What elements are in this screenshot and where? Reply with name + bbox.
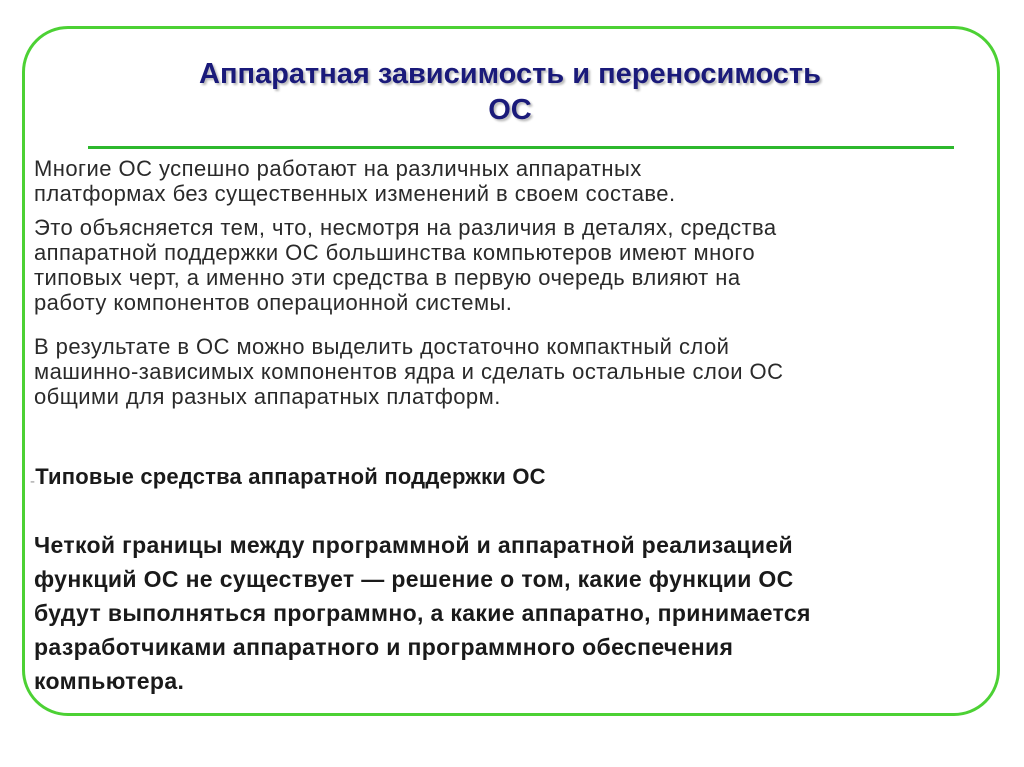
paragraph-3: В результате в ОС можно выделить достаточно компактный слой машинно-зависимых компонентов ядра и сделать остальные слои ОС общими для разных аппаратных платформ. [34, 334, 784, 409]
slide-title: Аппаратная зависимость и переносимость ОС [199, 58, 821, 126]
subheading-dash: - [30, 473, 36, 490]
title-underline [88, 146, 954, 149]
bold-paragraph: Четкой границы между программной и аппаратной реализацией функций ОС не существует — решение о том, какие функции ОС будут выполняться программно, а какие аппаратно, принимается разработчиками аппаратного и программного обеспечения компьютера. [34, 532, 811, 694]
subheading-text: Типовые средства аппаратной поддержки ОС [35, 464, 546, 489]
subheading [30, 464, 546, 490]
paragraph-1: Многие ОС успешно работают на различных аппаратных платформах без существенных изменений в своем составе. [34, 156, 676, 206]
paragraph-2: Это объясняется тем, что, несмотря на различия в деталях, средства аппаратной поддержки ОС большинства компьютеров имеют много типовых черт, а именно эти средства в первую очередь влияют на работу компонентов операционной системы. [34, 215, 777, 315]
